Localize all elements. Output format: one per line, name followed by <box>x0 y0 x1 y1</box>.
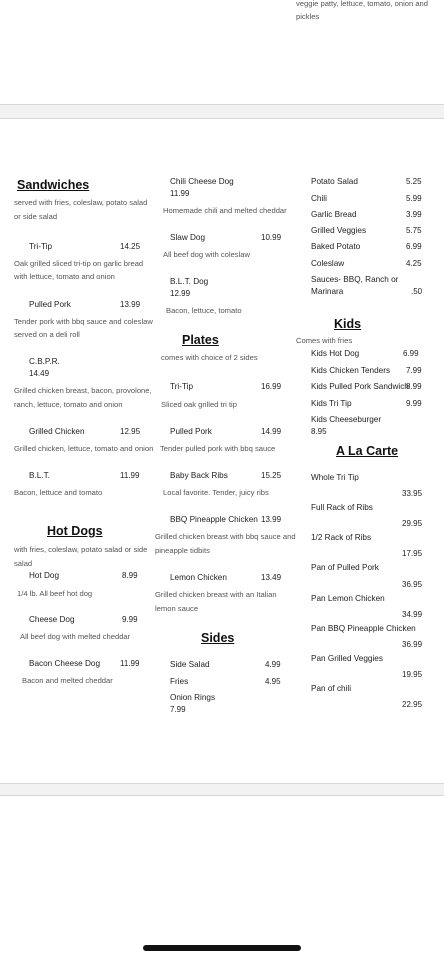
item-price: 14.49 <box>29 369 50 378</box>
section-description: with fries, coleslaw, potato salad or side <box>14 545 148 554</box>
item-description: Homemade chili and melted cheddar <box>163 206 287 215</box>
item-name: Full Rack of Ribs <box>311 503 373 512</box>
item-name: Tri-Tip <box>29 242 53 251</box>
item-price: 6.99 <box>403 349 419 358</box>
item-name: Kids Pulled Pork Sandwich <box>311 382 409 391</box>
item-price: 22.95 <box>402 700 423 709</box>
item-description: pineapple tidbits <box>155 546 210 555</box>
item-name: Cheese Dog <box>29 615 75 624</box>
item-price: 5.99 <box>406 194 422 203</box>
previous-page <box>0 0 444 105</box>
item-name: Kids Hot Dog <box>311 349 360 358</box>
item-name: Pan Lemon Chicken <box>311 594 385 603</box>
item-description: All beef dog with melted cheddar <box>20 632 131 641</box>
item-description: lemon sauce <box>155 604 199 613</box>
item-description: Bacon, lettuce and tomato <box>14 488 103 497</box>
section-description: served with fries, coleslaw, potato salad <box>14 198 148 207</box>
item-name: Pulled Pork <box>29 300 71 309</box>
item-price: 8.95 <box>311 427 327 436</box>
section-heading-sandwiches: Sandwiches <box>17 178 90 192</box>
item-price: 4.25 <box>406 259 422 268</box>
item-name: Kids Cheeseburger <box>311 415 382 424</box>
item-price: 14.25 <box>120 242 141 251</box>
item-name: Potato Salad <box>311 177 358 186</box>
item-name: Side Salad <box>170 660 210 669</box>
item-description: Bacon, lettuce, tomato <box>166 306 242 315</box>
item-price: 36.99 <box>402 640 423 649</box>
item-name: Coleslaw <box>311 259 345 268</box>
next-page <box>0 795 444 961</box>
item-name: Pan of chili <box>311 684 352 693</box>
item-name: Kids Tri Tip <box>311 399 352 408</box>
item-price: 4.99 <box>265 660 281 669</box>
item-price: 13.99 <box>120 300 141 309</box>
item-description: Grilled chicken breast with bbq sauce and <box>155 532 296 541</box>
item-price: 15.25 <box>261 471 282 480</box>
item-name: Chili Cheese Dog <box>170 177 234 186</box>
section-heading-hot-dogs: Hot Dogs <box>47 524 103 538</box>
item-description: ranch, lettuce, tomato and onion <box>14 400 123 409</box>
section-heading-a-la-carte: A La Carte <box>336 444 399 458</box>
item-price: 14.99 <box>261 427 282 436</box>
section-description: salad <box>14 559 33 568</box>
item-price: 11.99 <box>120 471 140 480</box>
item-price: .50 <box>411 287 423 296</box>
item-name: Marinara <box>311 287 344 296</box>
item-price: 7.99 <box>170 705 186 714</box>
item-price: 13.49 <box>261 573 282 582</box>
item-name: Slaw Dog <box>170 233 206 242</box>
item-name: 1/2 Rack of Ribs <box>311 533 372 542</box>
item-name: B.L.T. Dog <box>170 277 209 286</box>
fragment-line: pickles <box>296 12 320 21</box>
item-description: Bacon and melted cheddar <box>22 676 113 685</box>
section-description: Comes with fries <box>296 336 353 345</box>
item-name: Hot Dog <box>29 571 60 580</box>
item-name: Sauces- BBQ, Ranch or <box>311 275 399 284</box>
item-description: served on a deli roll <box>14 330 80 339</box>
item-name: BBQ Pineapple Chicken <box>170 515 258 524</box>
item-name: Fries <box>170 677 189 686</box>
item-name: Chili <box>311 194 327 203</box>
item-description: All beef dog with coleslaw <box>163 250 250 259</box>
section-heading-kids: Kids <box>334 317 362 331</box>
section-description: comes with choice of 2 sides <box>161 353 258 362</box>
item-name: B.L.T. <box>29 471 50 480</box>
item-price: 3.99 <box>406 210 422 219</box>
home-indicator[interactable] <box>143 945 301 951</box>
item-price: 12.95 <box>120 427 141 436</box>
item-price: 9.99 <box>122 615 138 624</box>
item-price: 17.95 <box>402 549 423 558</box>
item-name: Baby Back Ribs <box>170 471 228 480</box>
item-name: Pan BBQ Pineapple Chicken <box>311 624 416 633</box>
item-description: Oak grilled sliced tri-tip on garlic bread <box>14 259 144 268</box>
item-name: Grilled Chicken <box>29 427 85 436</box>
item-description: with lettuce, tomato and onion <box>14 272 115 281</box>
item-price: 13.99 <box>261 515 282 524</box>
section-description: or side salad <box>14 212 58 221</box>
item-description: Tender pork with bbq sauce and coleslaw <box>14 317 153 326</box>
item-name: Pulled Pork <box>170 427 212 436</box>
item-description: Local favorite. Tender, juicy ribs <box>163 488 269 497</box>
item-description: Grilled chicken, lettuce, tomato and onion <box>14 444 154 453</box>
item-price: 5.75 <box>406 226 422 235</box>
item-name: Bacon Cheese Dog <box>29 659 101 668</box>
item-name: Kids Chicken Tenders <box>311 366 391 375</box>
item-price: 7.99 <box>406 366 422 375</box>
item-name: Lemon Chicken <box>170 573 227 582</box>
item-name: Pan Grilled Veggies <box>311 654 383 663</box>
item-name: Baked Potato <box>311 242 361 251</box>
item-name: Pan of Pulled Pork <box>311 563 379 572</box>
item-price: 11.99 <box>120 659 140 668</box>
item-name: Onion Rings <box>170 693 216 702</box>
section-heading-sides: Sides <box>201 631 235 645</box>
item-name: Garlic Bread <box>311 210 357 219</box>
item-price: 16.99 <box>261 382 282 391</box>
section-heading-plates: Plates <box>182 333 219 347</box>
item-description: Tender pulled pork with bbq sauce <box>160 444 276 453</box>
item-price: 8.99 <box>122 571 138 580</box>
item-price: 12.99 <box>170 289 191 298</box>
item-price: 19.95 <box>402 670 423 679</box>
item-price: 29.95 <box>402 519 423 528</box>
item-price: 9.99 <box>406 399 422 408</box>
item-name: C.B.P.R. <box>29 357 60 366</box>
item-description: Grilled chicken breast with an Italian <box>155 590 277 599</box>
item-description: Grilled chicken breast, bacon, provolone, <box>14 386 152 395</box>
item-description: Sliced oak grilled tri tip <box>161 400 237 409</box>
item-price: 11.99 <box>170 189 190 198</box>
item-price: 4.95 <box>265 677 281 686</box>
fragment-line: veggie patty, lettuce, tomato, onion and <box>296 0 428 8</box>
item-price: 36.95 <box>402 580 423 589</box>
item-name: Whole Tri Tip <box>311 473 359 482</box>
item-name: Tri-Tip <box>170 382 194 391</box>
item-price: 33.95 <box>402 489 423 498</box>
item-price: 8.99 <box>406 382 422 391</box>
item-price: 5.25 <box>406 177 422 186</box>
item-price: 34.99 <box>402 610 423 619</box>
item-price: 6.99 <box>406 242 422 251</box>
item-name: Grilled Veggies <box>311 226 367 235</box>
item-price: 10.99 <box>261 233 282 242</box>
item-description: 1/4 lb. All beef hot dog <box>17 589 93 598</box>
